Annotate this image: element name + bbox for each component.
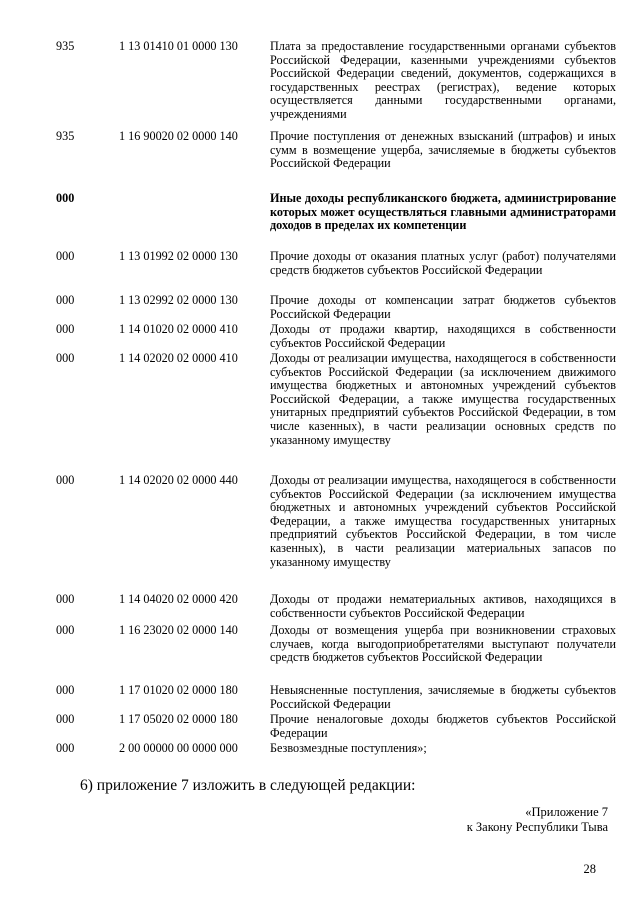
revenue-code-cell: 1 17 05020 02 0000 180 — [119, 712, 238, 726]
admin-code-cell: 000 — [56, 351, 75, 365]
admin-code-cell: 000 — [56, 623, 75, 637]
revenue-name-cell: Плата за предоставление государственными органами субъектов Российской Федерации, казенными учреждениями субъектов Российской Федерации сведений, документов, содержащихся в государственных реестрах (регистрах), ведение которых осуществляется данными государственными органами, учреждениями — [270, 39, 616, 121]
revenue-name-cell: Доходы от возмещения ущерба при возникновении страховых случаев, когда выгодоприобретателями выступают получатели средств бюджетов субъектов Российской Федерации — [270, 623, 616, 665]
revenue-name-cell: Доходы от продажи нематериальных активов, находящихся в собственности субъектов Российской Федерации — [270, 592, 616, 620]
revenue-code-cell: 1 14 04020 02 0000 420 — [119, 592, 238, 606]
revenue-name-cell: Прочие неналоговые доходы бюджетов субъектов Российской Федерации — [270, 712, 616, 740]
admin-code-cell: 000 — [56, 712, 75, 726]
admin-code-cell: 000 — [56, 322, 75, 336]
revenue-code-cell: 1 16 90020 02 0000 140 — [119, 129, 238, 143]
revenue-name-cell: Доходы от реализации имущества, находящегося в собственности субъектов Российской Федерации (за исключением имущества бюджетных и автономных учреждений субъектов Российской Федерации, а также имущества государственных унитарных предприятий субъектов Российской Федерации, в том числе казенных), в части реализации материальных запасов по указанному имуществу — [270, 473, 616, 569]
revenue-name-cell: Прочие доходы от оказания платных услуг (работ) получателями средств бюджетов субъектов Российской Федерации — [270, 249, 616, 277]
revenue-code-cell: 1 13 02992 02 0000 130 — [119, 293, 238, 307]
admin-code-cell: 000 — [56, 683, 75, 697]
amendment-paragraph: 6) приложение 7 изложить в следующей редакции: — [80, 777, 416, 794]
revenue-name-cell: Прочие поступления от денежных взысканий (штрафов) и иных сумм в возмещение ущерба, зачисляемые в бюджеты субъектов Российской Федерации — [270, 129, 616, 171]
revenue-code-cell: 1 17 01020 02 0000 180 — [119, 683, 238, 697]
admin-code-cell: 000 — [56, 191, 75, 205]
admin-code-cell: 935 — [56, 129, 75, 143]
revenue-code-cell: 1 14 02020 02 0000 410 — [119, 351, 238, 365]
revenue-name-cell: Доходы от продажи квартир, находящихся в собственности субъектов Российской Федерации — [270, 322, 616, 350]
revenue-code-cell: 1 13 01992 02 0000 130 — [119, 249, 238, 263]
revenue-code-cell: 1 16 23020 02 0000 140 — [119, 623, 238, 637]
revenue-code-cell: 1 13 01410 01 0000 130 — [119, 39, 238, 53]
revenue-code-cell: 1 14 01020 02 0000 410 — [119, 322, 238, 336]
revenue-name-cell: Прочие доходы от компенсации затрат бюджетов субъектов Российской Федерации — [270, 293, 616, 321]
page-number: 28 — [583, 862, 596, 876]
revenue-name-cell: Доходы от реализации имущества, находящегося в собственности субъектов Российской Федерации (за исключением движимого имущества бюджетных и автономных учреждений субъектов Российской Федерации, а также имущества государственных унитарных предприятий субъектов Российской Федерации, в том числе казенных), в части реализации основных средств по указанному имуществу — [270, 351, 616, 447]
admin-code-cell: 000 — [56, 741, 75, 755]
admin-code-cell: 000 — [56, 473, 75, 487]
revenue-name-cell: Невыясненные поступления, зачисляемые в бюджеты субъектов Российской Федерации — [270, 683, 616, 711]
appendix-title: «Приложение 7 — [525, 805, 608, 819]
admin-code-cell: 000 — [56, 592, 75, 606]
revenue-name-cell: Безвозмездные поступления»; — [270, 741, 427, 755]
admin-code-cell: 000 — [56, 249, 75, 263]
revenue-code-cell: 2 00 00000 00 0000 000 — [119, 741, 238, 755]
appendix-law-reference: к Закону Республики Тыва — [466, 820, 608, 834]
appendix-heading — [467, 805, 608, 835]
admin-code-cell: 000 — [56, 293, 75, 307]
admin-code-cell: 935 — [56, 39, 75, 53]
revenue-name-cell: Иные доходы республиканского бюджета, администрирование которых может осуществляться главными администраторами доходов в пределах их компетенции — [270, 191, 616, 233]
revenue-code-cell: 1 14 02020 02 0000 440 — [119, 473, 238, 487]
